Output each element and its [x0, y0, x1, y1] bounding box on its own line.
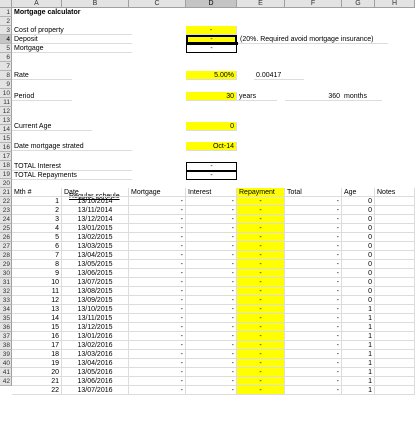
schedule-cell[interactable]: -: [237, 233, 285, 242]
age-input[interactable]: 0: [186, 122, 237, 131]
schedule-cell[interactable]: -: [237, 332, 285, 341]
column-header-c[interactable]: C: [129, 0, 186, 8]
schedule-cell[interactable]: 21: [12, 377, 62, 386]
schedule-cell[interactable]: 0: [342, 242, 375, 251]
row-header-9[interactable]: 9: [0, 80, 12, 89]
schedule-cell[interactable]: -: [285, 377, 342, 386]
schedule-notes-cell[interactable]: [375, 377, 415, 386]
schedule-cell[interactable]: -: [129, 296, 186, 305]
date-input[interactable]: Oct-14: [186, 142, 237, 151]
schedule-cell[interactable]: 14: [12, 314, 62, 323]
schedule-notes-cell[interactable]: [375, 251, 415, 260]
schedule-cell[interactable]: 1: [342, 350, 375, 359]
column-header-g[interactable]: G: [342, 0, 375, 8]
schedule-cell[interactable]: -: [129, 233, 186, 242]
schedule-cell[interactable]: -: [237, 314, 285, 323]
schedule-cell[interactable]: 1: [342, 386, 375, 395]
schedule-cell[interactable]: -: [186, 197, 237, 206]
schedule-cell[interactable]: -: [237, 368, 285, 377]
row-header-36[interactable]: 36: [0, 323, 12, 332]
row-header-41[interactable]: 41: [0, 368, 12, 377]
row-header-1[interactable]: 1: [0, 8, 12, 17]
mortgage-label[interactable]: Mortgage: [12, 44, 132, 53]
row-header-6[interactable]: 6: [0, 53, 12, 62]
schedule-cell[interactable]: 13/04/2016: [62, 359, 129, 368]
row-header-13[interactable]: 13: [0, 116, 12, 125]
row-header-12[interactable]: 12: [0, 107, 12, 116]
schedule-notes-cell[interactable]: [375, 215, 415, 224]
schedule-cell[interactable]: 16: [12, 332, 62, 341]
rate-input[interactable]: 5.00%: [186, 71, 237, 80]
schedule-cell[interactable]: -: [186, 296, 237, 305]
schedule-cell[interactable]: -: [129, 260, 186, 269]
schedule-cell[interactable]: -: [186, 359, 237, 368]
schedule-cell[interactable]: -: [285, 314, 342, 323]
select-all-corner[interactable]: [0, 0, 12, 8]
schedule-cell[interactable]: -: [285, 224, 342, 233]
schedule-cell[interactable]: 15: [12, 323, 62, 332]
schedule-cell[interactable]: -: [285, 206, 342, 215]
row-header-21[interactable]: 21: [0, 188, 12, 197]
schedule-cell[interactable]: 17: [12, 341, 62, 350]
row-header-23[interactable]: 23: [0, 206, 12, 215]
schedule-cell[interactable]: -: [129, 287, 186, 296]
row-header-38[interactable]: 38: [0, 341, 12, 350]
schedule-cell[interactable]: 0: [342, 287, 375, 296]
schedule-cell[interactable]: 11: [12, 287, 62, 296]
column-header-a[interactable]: A: [12, 0, 62, 8]
schedule-cell[interactable]: 13/07/2015: [62, 278, 129, 287]
schedule-cell[interactable]: 5: [12, 233, 62, 242]
schedule-cell[interactable]: -: [285, 341, 342, 350]
schedule-notes-cell[interactable]: [375, 305, 415, 314]
schedule-notes-cell[interactable]: [375, 341, 415, 350]
schedule-cell[interactable]: 13/05/2016: [62, 368, 129, 377]
schedule-cell[interactable]: 13/02/2016: [62, 341, 129, 350]
schedule-cell[interactable]: 13/06/2016: [62, 377, 129, 386]
schedule-cell[interactable]: -: [186, 332, 237, 341]
mortgage-value[interactable]: -: [186, 44, 237, 53]
schedule-cell[interactable]: -: [129, 197, 186, 206]
schedule-cell[interactable]: 1: [342, 368, 375, 377]
schedule-notes-cell[interactable]: [375, 206, 415, 215]
schedule-cell[interactable]: -: [129, 368, 186, 377]
schedule-cell[interactable]: -: [237, 350, 285, 359]
schedule-cell[interactable]: -: [237, 215, 285, 224]
period-label[interactable]: Period: [12, 92, 72, 101]
schedule-cell[interactable]: -: [186, 377, 237, 386]
schedule-cell[interactable]: 2: [12, 206, 62, 215]
column-header-b[interactable]: B: [62, 0, 129, 8]
schedule-cell[interactable]: -: [237, 242, 285, 251]
schedule-cell[interactable]: 13: [12, 305, 62, 314]
schedule-cell[interactable]: 10: [12, 278, 62, 287]
schedule-cell[interactable]: -: [237, 260, 285, 269]
row-header-28[interactable]: 28: [0, 251, 12, 260]
schedule-cell[interactable]: 18: [12, 350, 62, 359]
schedule-notes-cell[interactable]: [375, 314, 415, 323]
schedule-cell[interactable]: -: [237, 224, 285, 233]
schedule-cell[interactable]: 13/03/2016: [62, 350, 129, 359]
row-header-11[interactable]: 11: [0, 98, 12, 107]
row-header-19[interactable]: 19: [0, 170, 12, 179]
schedule-cell[interactable]: -: [285, 269, 342, 278]
schedule-cell[interactable]: -: [129, 242, 186, 251]
schedule-cell[interactable]: -: [237, 305, 285, 314]
schedule-cell[interactable]: -: [237, 341, 285, 350]
column-header-f[interactable]: F: [285, 0, 342, 8]
schedule-cell[interactable]: -: [186, 224, 237, 233]
schedule-cell[interactable]: 0: [342, 251, 375, 260]
date-label[interactable]: Date mortgage strated: [12, 142, 132, 151]
schedule-cell[interactable]: 9: [12, 269, 62, 278]
schedule-header-notes[interactable]: Notes: [375, 188, 415, 197]
schedule-cell[interactable]: -: [237, 251, 285, 260]
schedule-cell[interactable]: -: [285, 260, 342, 269]
schedule-cell[interactable]: 3: [12, 215, 62, 224]
row-header-8[interactable]: 8: [0, 71, 12, 80]
schedule-cell[interactable]: -: [186, 278, 237, 287]
row-header-4[interactable]: 4: [0, 35, 12, 44]
schedule-cell[interactable]: 8: [12, 260, 62, 269]
schedule-header-total[interactable]: Total: [285, 188, 342, 197]
schedule-cell[interactable]: -: [285, 386, 342, 395]
row-header-31[interactable]: 31: [0, 278, 12, 287]
row-header-5[interactable]: 5: [0, 44, 12, 53]
schedule-cell[interactable]: -: [285, 287, 342, 296]
row-header-37[interactable]: 37: [0, 332, 12, 341]
row-header-30[interactable]: 30: [0, 269, 12, 278]
schedule-notes-cell[interactable]: [375, 233, 415, 242]
schedule-cell[interactable]: -: [237, 359, 285, 368]
row-header-2[interactable]: 2: [0, 17, 12, 26]
schedule-cell[interactable]: 6: [12, 242, 62, 251]
schedule-cell[interactable]: -: [285, 215, 342, 224]
schedule-cell[interactable]: 22: [12, 386, 62, 395]
schedule-notes-cell[interactable]: [375, 242, 415, 251]
schedule-cell[interactable]: 1: [342, 332, 375, 341]
schedule-header-repayment[interactable]: Repayment: [237, 188, 285, 197]
schedule-cell[interactable]: -: [186, 386, 237, 395]
regular-schedule-link[interactable]: Regular scheule: [69, 193, 120, 200]
schedule-cell[interactable]: 13/10/2014: [62, 197, 129, 206]
schedule-cell[interactable]: 13/12/2015: [62, 323, 129, 332]
schedule-cell[interactable]: 1: [342, 377, 375, 386]
schedule-notes-cell[interactable]: [375, 386, 415, 395]
schedule-cell[interactable]: -: [129, 278, 186, 287]
schedule-cell[interactable]: -: [237, 296, 285, 305]
row-header-18[interactable]: 18: [0, 161, 12, 170]
row-header-24[interactable]: 24: [0, 215, 12, 224]
column-header-d[interactable]: D: [186, 0, 237, 8]
schedule-notes-cell[interactable]: [375, 368, 415, 377]
schedule-cell[interactable]: -: [129, 206, 186, 215]
schedule-cell[interactable]: -: [129, 359, 186, 368]
schedule-cell[interactable]: 19: [12, 359, 62, 368]
row-header-39[interactable]: 39: [0, 350, 12, 359]
schedule-cell[interactable]: 1: [342, 314, 375, 323]
period-unit[interactable]: years: [237, 92, 277, 101]
schedule-cell[interactable]: -: [129, 224, 186, 233]
cost-input[interactable]: -: [186, 26, 237, 35]
schedule-cell[interactable]: 13/10/2015: [62, 305, 129, 314]
schedule-cell[interactable]: -: [129, 251, 186, 260]
schedule-cell[interactable]: -: [186, 206, 237, 215]
schedule-cell[interactable]: 0: [342, 197, 375, 206]
schedule-cell[interactable]: -: [186, 341, 237, 350]
schedule-notes-cell[interactable]: [375, 359, 415, 368]
schedule-cell[interactable]: 1: [342, 323, 375, 332]
schedule-cell[interactable]: -: [237, 287, 285, 296]
schedule-cell[interactable]: -: [186, 242, 237, 251]
schedule-cell[interactable]: 7: [12, 251, 62, 260]
schedule-cell[interactable]: -: [186, 305, 237, 314]
row-header-3[interactable]: 3: [0, 26, 12, 35]
schedule-cell[interactable]: -: [237, 206, 285, 215]
age-label[interactable]: Current Age: [12, 122, 92, 131]
schedule-cell[interactable]: -: [129, 215, 186, 224]
row-header-14[interactable]: 14: [0, 125, 12, 134]
row-header-42[interactable]: 42: [0, 377, 12, 386]
schedule-notes-cell[interactable]: [375, 269, 415, 278]
cost-label[interactable]: Cost of property: [12, 26, 132, 35]
column-header-e[interactable]: E: [237, 0, 285, 8]
row-header-40[interactable]: 40: [0, 359, 12, 368]
schedule-cell[interactable]: 0: [342, 233, 375, 242]
schedule-cell[interactable]: -: [129, 386, 186, 395]
schedule-cell[interactable]: -: [129, 269, 186, 278]
total-repayments-value[interactable]: -: [186, 171, 237, 180]
schedule-notes-cell[interactable]: [375, 260, 415, 269]
schedule-cell[interactable]: -: [285, 278, 342, 287]
schedule-cell[interactable]: -: [285, 359, 342, 368]
schedule-cell[interactable]: 13/03/2015: [62, 242, 129, 251]
total-interest-value[interactable]: -: [186, 162, 237, 171]
row-header-35[interactable]: 35: [0, 314, 12, 323]
period-input[interactable]: 30: [186, 92, 237, 101]
schedule-cell[interactable]: 0: [342, 296, 375, 305]
schedule-cell[interactable]: -: [186, 323, 237, 332]
schedule-cell[interactable]: -: [129, 332, 186, 341]
rate-label[interactable]: Rate: [12, 71, 72, 80]
schedule-notes-cell[interactable]: [375, 332, 415, 341]
schedule-notes-cell[interactable]: [375, 287, 415, 296]
schedule-cell[interactable]: 1: [342, 341, 375, 350]
row-header-17[interactable]: 17: [0, 152, 12, 161]
schedule-cell[interactable]: 13/04/2015: [62, 251, 129, 260]
schedule-cell[interactable]: 0: [342, 260, 375, 269]
schedule-cell[interactable]: -: [285, 368, 342, 377]
schedule-cell[interactable]: -: [129, 305, 186, 314]
schedule-header-mortgage[interactable]: Mortgage: [129, 188, 186, 197]
schedule-cell[interactable]: 13/01/2015: [62, 224, 129, 233]
months-value[interactable]: 360: [285, 92, 342, 101]
schedule-cell[interactable]: 1: [342, 359, 375, 368]
schedule-cell[interactable]: 13/07/2016: [62, 386, 129, 395]
schedule-cell[interactable]: 20: [12, 368, 62, 377]
schedule-cell[interactable]: -: [237, 377, 285, 386]
column-header-h[interactable]: H: [375, 0, 415, 8]
schedule-cell[interactable]: 13/09/2015: [62, 296, 129, 305]
schedule-cell[interactable]: -: [129, 377, 186, 386]
total-interest-label[interactable]: TOTAL Interest: [12, 162, 132, 171]
schedule-header-interest[interactable]: Interest: [186, 188, 237, 197]
schedule-cell[interactable]: -: [285, 242, 342, 251]
schedule-cell[interactable]: 12: [12, 296, 62, 305]
schedule-cell[interactable]: 0: [342, 224, 375, 233]
monthly-rate[interactable]: 0.00417: [254, 71, 304, 80]
schedule-cell[interactable]: -: [285, 305, 342, 314]
schedule-cell[interactable]: -: [285, 233, 342, 242]
schedule-cell[interactable]: -: [285, 350, 342, 359]
schedule-cell[interactable]: -: [285, 332, 342, 341]
schedule-cell[interactable]: -: [129, 341, 186, 350]
row-header-34[interactable]: 34: [0, 305, 12, 314]
schedule-cell[interactable]: 13/11/2014: [62, 206, 129, 215]
row-header-25[interactable]: 25: [0, 224, 12, 233]
months-unit[interactable]: months: [342, 92, 382, 101]
schedule-cell[interactable]: -: [129, 350, 186, 359]
schedule-header-date[interactable]: Date: [62, 188, 129, 197]
row-header-16[interactable]: 16: [0, 143, 12, 152]
schedule-cell[interactable]: -: [186, 368, 237, 377]
row-header-7[interactable]: 7: [0, 62, 12, 71]
schedule-cell[interactable]: 0: [342, 215, 375, 224]
schedule-cell[interactable]: 13/02/2015: [62, 233, 129, 242]
row-header-10[interactable]: 10: [0, 89, 12, 98]
schedule-cell[interactable]: 13/11/2015: [62, 314, 129, 323]
schedule-cell[interactable]: 0: [342, 269, 375, 278]
schedule-cell[interactable]: -: [129, 323, 186, 332]
schedule-cell[interactable]: 13/01/2016: [62, 332, 129, 341]
row-header-20[interactable]: 20: [0, 179, 12, 188]
schedule-notes-cell[interactable]: [375, 350, 415, 359]
row-header-26[interactable]: 26: [0, 233, 12, 242]
row-header-27[interactable]: 27: [0, 242, 12, 251]
schedule-notes-cell[interactable]: [375, 296, 415, 305]
schedule-cell[interactable]: -: [129, 314, 186, 323]
schedule-cell[interactable]: 13/05/2015: [62, 260, 129, 269]
schedule-notes-cell[interactable]: [375, 224, 415, 233]
schedule-cell[interactable]: -: [237, 278, 285, 287]
row-header-32[interactable]: 32: [0, 287, 12, 296]
row-header-29[interactable]: 29: [0, 260, 12, 269]
row-header-15[interactable]: 15: [0, 134, 12, 143]
schedule-cell[interactable]: -: [186, 350, 237, 359]
deposit-input[interactable]: -: [186, 35, 237, 44]
schedule-cell[interactable]: 1: [12, 197, 62, 206]
schedule-cell[interactable]: 0: [342, 206, 375, 215]
schedule-cell[interactable]: 13/08/2015: [62, 287, 129, 296]
deposit-note[interactable]: (20%. Required avoid mortgage insurance): [238, 35, 388, 44]
total-repayments-label[interactable]: TOTAL Repayments: [12, 171, 132, 180]
schedule-header-mth[interactable]: Mth #: [12, 188, 62, 197]
schedule-cell[interactable]: -: [285, 296, 342, 305]
schedule-cell[interactable]: -: [237, 323, 285, 332]
schedule-cell[interactable]: -: [237, 197, 285, 206]
deposit-label[interactable]: Deposit: [12, 35, 132, 44]
schedule-header-age[interactable]: Age: [342, 188, 375, 197]
schedule-cell[interactable]: 0: [342, 278, 375, 287]
schedule-cell[interactable]: -: [186, 260, 237, 269]
schedule-cell[interactable]: 13/06/2015: [62, 269, 129, 278]
schedule-notes-cell[interactable]: [375, 278, 415, 287]
schedule-cell[interactable]: -: [186, 233, 237, 242]
schedule-cell[interactable]: -: [186, 269, 237, 278]
row-header-33[interactable]: 33: [0, 296, 12, 305]
schedule-notes-cell[interactable]: [375, 323, 415, 332]
schedule-cell[interactable]: -: [186, 314, 237, 323]
schedule-cell[interactable]: -: [285, 197, 342, 206]
schedule-cell[interactable]: -: [285, 251, 342, 260]
schedule-cell[interactable]: -: [186, 251, 237, 260]
schedule-cell[interactable]: 1: [342, 305, 375, 314]
schedule-cell[interactable]: -: [186, 215, 237, 224]
schedule-cell[interactable]: 13/12/2014: [62, 215, 129, 224]
row-header-22[interactable]: 22: [0, 197, 12, 206]
schedule-cell[interactable]: -: [186, 287, 237, 296]
schedule-cell[interactable]: -: [237, 269, 285, 278]
schedule-cell[interactable]: -: [285, 323, 342, 332]
title-cell[interactable]: Mortgage calculator: [14, 9, 81, 16]
schedule-notes-cell[interactable]: [375, 197, 415, 206]
schedule-cell[interactable]: -: [237, 386, 285, 395]
schedule-cell[interactable]: 4: [12, 224, 62, 233]
